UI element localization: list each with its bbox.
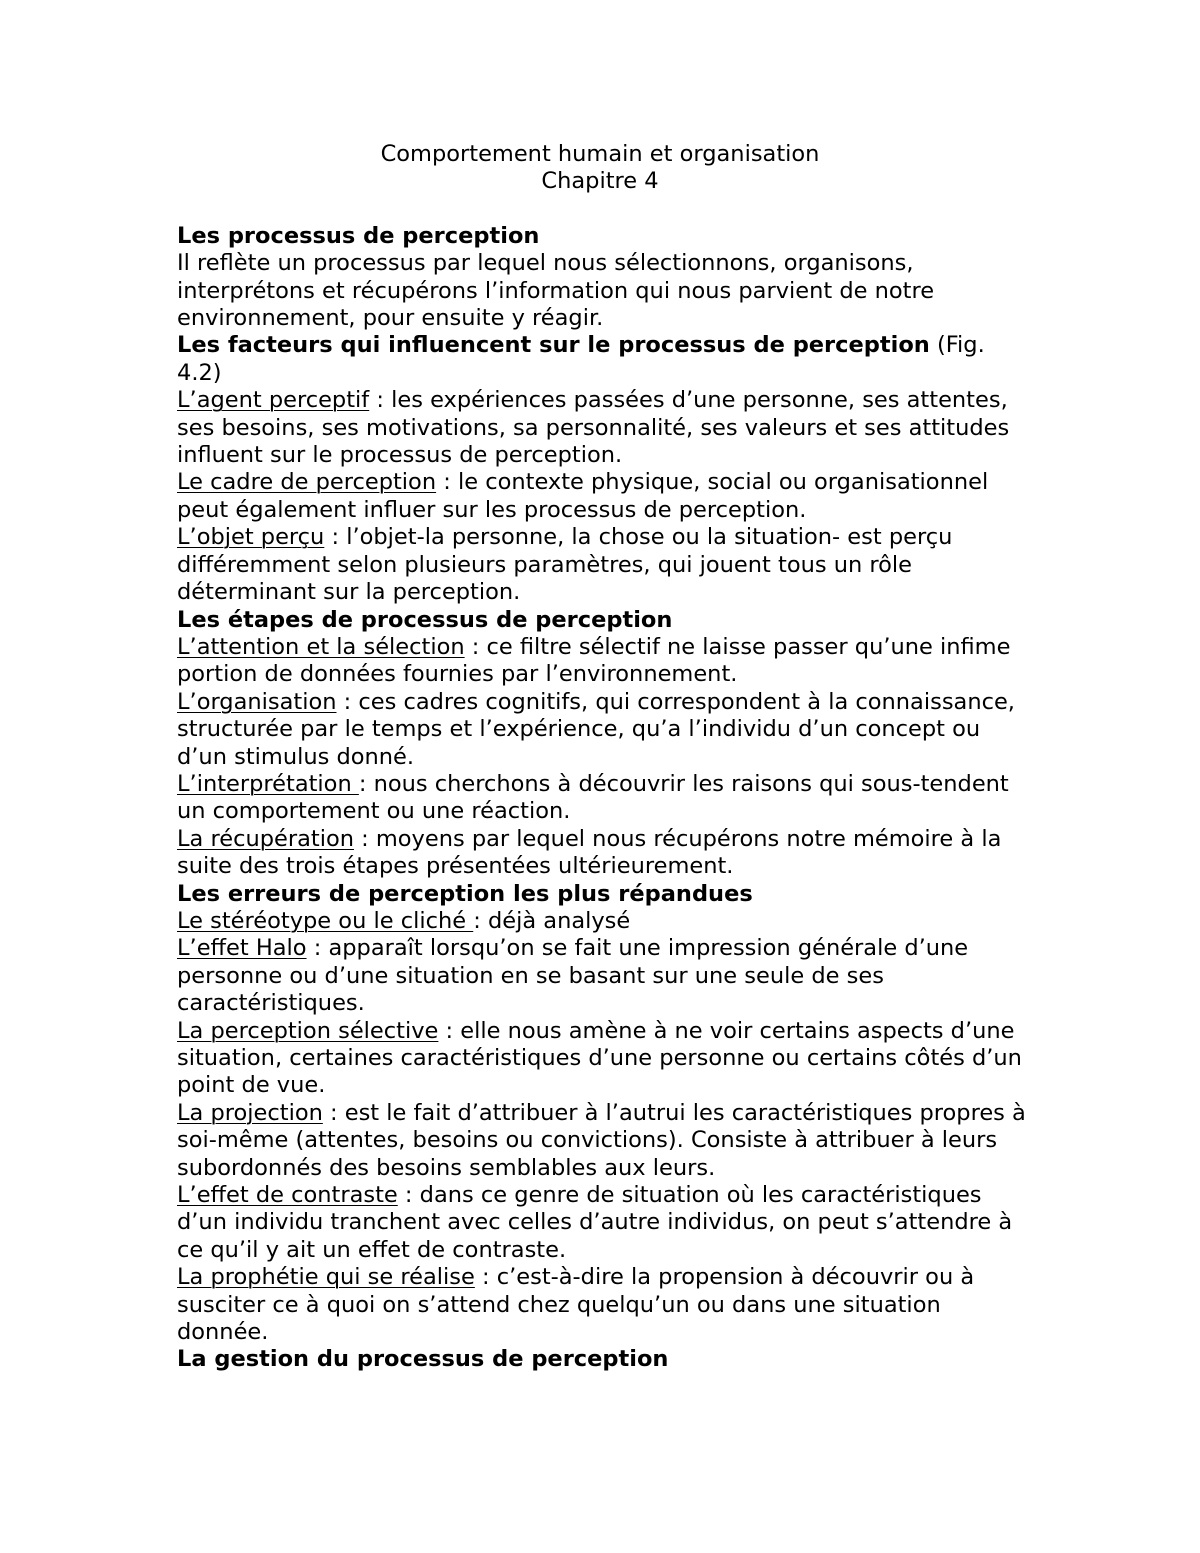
list-item	[177, 524, 1027, 606]
term-effet-halo: L’effet Halo	[177, 935, 307, 962]
term-recuperation: La récupération	[177, 825, 354, 852]
definition-text: : elle nous amène à ne voir certains aspects d’une situation, certaines caractéristiques d’une personne ou certains côtés d’un point de vue.	[177, 1017, 1022, 1099]
list-item	[177, 826, 1027, 881]
document-page	[177, 141, 1027, 1374]
section-heading-steps: Les étapes de processus de perception	[177, 606, 673, 633]
term-prophetie: La prophétie qui se réalise	[177, 1264, 475, 1291]
title-block	[177, 141, 1023, 196]
list-item	[177, 634, 1027, 689]
definition-text: : l’objet-la personne, la chose ou la situation- est perçu différemment selon plusieurs paramètres, qui jouent tous un rôle déterminant sur la perception.	[177, 524, 953, 606]
definition-text: : les expériences passées d’une personne, ses attentes, ses besoins, ses motivations, sa personnalité, ses valeurs et ses attitudes influent sur le processus de perception.	[177, 387, 1010, 469]
definition-text: : c’est-à-dire la propension à découvrir ou à susciter ce à quoi on s’attend chez quelqu’un ou dans une situation donnée.	[177, 1264, 975, 1346]
list-item	[177, 469, 1027, 524]
term-cadre-perception: Le cadre de perception	[177, 469, 437, 496]
section-heading-errors: Les erreurs de perception les plus répandues	[177, 880, 753, 907]
definition-text: : déjà analysé	[473, 907, 631, 934]
figure-reference: (Fig. 4.2)	[177, 332, 985, 386]
definition-text: : dans ce genre de situation où les caractéristiques d’un individu tranchent avec celles d’autre individus, on peut s’attendre à ce qu’il y ait un effet de contraste.	[177, 1182, 1013, 1263]
section-heading-perception-process: Les processus de perception	[177, 222, 540, 249]
list-item	[177, 1264, 1027, 1346]
list-item	[177, 387, 1027, 469]
list-item	[177, 771, 1027, 826]
list-item	[177, 908, 1027, 935]
term-stereotype: Le stéréotype ou le cliché	[177, 907, 474, 934]
term-organisation: L’organisation	[177, 688, 337, 715]
definition-text: : ce filtre sélectif ne laisse passer qu’une infime portion de données fournies par l’environnement.	[177, 633, 1011, 688]
term-effet-contraste: L’effet de contraste	[177, 1182, 398, 1209]
definition-text: : moyens par lequel nous récupérons notre mémoire à la suite des trois étapes présentées ultérieurement.	[177, 825, 1002, 880]
list-item	[177, 1018, 1027, 1100]
term-attention-selection: L’attention et la sélection	[177, 633, 465, 660]
definition-text: : nous cherchons à découvrir les raisons qui sous-tendent un comportement ou une réaction.	[177, 770, 1009, 825]
term-projection: La projection	[177, 1099, 323, 1126]
section-heading-factors-wrapper	[177, 332, 1027, 387]
section-heading-management: La gestion du processus de perception	[177, 1346, 669, 1373]
term-agent-perceptif: L’agent perceptif	[177, 387, 370, 414]
list-item	[177, 1100, 1027, 1182]
list-item	[177, 935, 1027, 1017]
section-body-perception-process: Il reflète un processus par lequel nous sélectionnons, organisons, interprétons et récupérons l’information qui nous parvient de notre environnement, pour ensuite y réagir.	[177, 250, 935, 332]
term-interpretation: L’interprétation	[177, 770, 359, 797]
definition-text: : est le fait d’attribuer à l’autrui les caractéristiques propres à soi-même (attentes, besoins ou convictions). Consiste à attribuer à leurs subordonnés des besoins semblables aux leurs.	[177, 1099, 1026, 1181]
section-heading-factors: Les facteurs qui influencent sur le processus de perception	[177, 332, 930, 359]
list-item	[177, 1182, 1027, 1264]
definition-text: : ces cadres cognitifs, qui correspondent à la connaissance, structurée par le temps et l’expérience, qu’a l’individu d’un concept ou d’un stimulus donné.	[177, 688, 1015, 770]
list-item	[177, 689, 1027, 771]
term-objet-percu: L’objet perçu	[177, 524, 325, 551]
definition-text: : apparaît lorsqu’on se fait une impression générale d’une personne ou d’une situation en se basant sur une seule de ses caractéristiques.	[177, 935, 969, 1017]
document-title: Comportement humain et organisation	[380, 141, 820, 167]
term-perception-selective: La perception sélective	[177, 1017, 439, 1044]
document-subtitle: Chapitre 4	[541, 168, 659, 195]
definition-text: : le contexte physique, social ou organisationnel peut également influer sur les processus de perception.	[177, 469, 989, 523]
